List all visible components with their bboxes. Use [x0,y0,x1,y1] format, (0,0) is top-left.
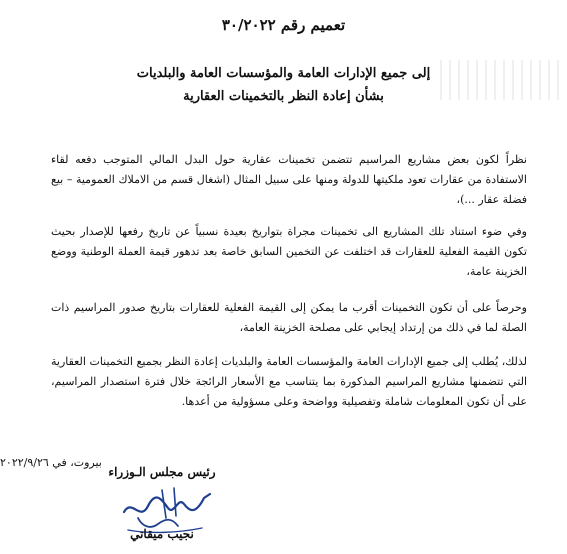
circular-title: تعميم رقم ٣٠/٢٠٢٢ [221,16,346,34]
date-line: بيروت، في ٢٠٢٢/٩/٢٦ [0,456,102,469]
paragraph-4: لذلك، يُطلب إلى جميع الإدارات العامة والمؤسسات العامة والبلديات إعادة النظر بجميع التخمينات العقارية التي تتضمنها مشاريع المراسيم المذكورة بما يتناسب مع الأسعار الرائجة خلال فترة استصدار المراسيم، على أن تكون المعلومات شاملة وتفصيلية وواضحة وعلى مسؤولية من أعدها. [51,355,527,408]
recipients-block [0,62,567,108]
paragraph-1: نظراً لكون بعض مشاريع المراسيم تتضمن تخمينات عقارية حول البدل المالي المتوجب دفعه لقاء الاستفادة من عقارات تعود ملكيتها للدولة ومنها على سبيل المثال (اشغال قسم من الاملاك العمومية – بيع فضلة عقار ...)، [51,153,527,206]
signatory-title: رئيس مجلس الـوزراء [108,465,216,479]
subject-line: بشأن إعادة النظر بالتخمينات العقارية [183,89,384,104]
paragraph-3: وحرصاً على أن تكون التخمينات أقرب ما يمكن إلى القيمة الفعلية للعقارات بتاريخ صدور المراسيم ذات الصلة لما في ذلك من إرتداد إيجابي على مصلحة الخزينة العامة، [51,301,527,334]
paragraph-2: وفي ضوء استناد تلك المشاريع الى تخمينات مجراة بتواريخ بعيدة نسبياً عن تاريخ رفعها للإصدار بحيث تكون القيمة الفعلية للعقارات قد اختلفت عن التخمين السابق خاصة بعد تدهور قيمة العملة الوطنية ووضع الخزينة عامة، [51,225,527,278]
recipients-line: إلى جميع الإدارات العامة والمؤسسات العامة والبلديات [136,66,431,81]
signatory-name: نجيب ميقاتي [130,527,194,541]
